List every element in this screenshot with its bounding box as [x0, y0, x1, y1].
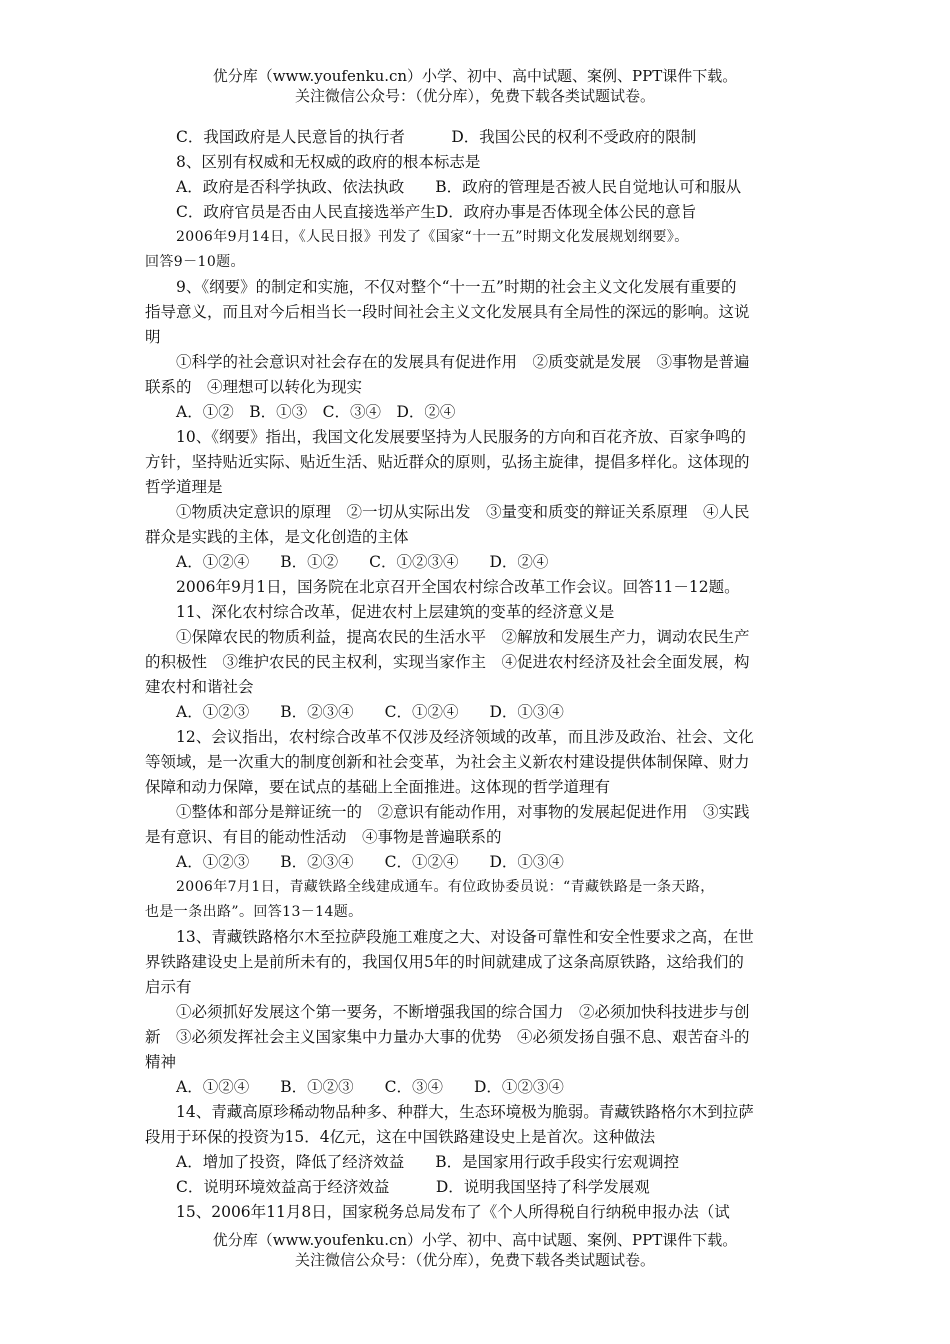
material-intro: 2006年7月1日，青藏铁路全线建成通车。有位政协委员说：“青藏铁路是一条天路， [176, 879, 715, 895]
text-line: 等领域，是一次重大的制度创新和社会变革，为社会主义新农村建设提供体制保障、财力 [145, 753, 750, 771]
text-line: 是有意识、有目的能动性活动 ④事物是普遍联系的 [145, 828, 502, 846]
text-line: 联系的 ④理想可以转化为现实 [145, 378, 363, 396]
material-intro: 2006年9月14日，《人民日报》刊发了《国家“十一五”时期文化发展规划纲要》。 [176, 229, 689, 245]
question-14: 14、青藏高原珍稀动物品种多、种群大，生态环境极为脆弱。青藏铁路格尔木到拉萨 [176, 1103, 754, 1121]
footer-line-2: 关注微信公众号：（优分库），免费下载各类试题试卷。 [294, 1251, 655, 1269]
text-line: A．增加了投资，降低了经济效益 B．是国家用行政手段实行宏观调控 [176, 1153, 680, 1171]
text-line: 精神 [145, 1053, 177, 1071]
page-footer [0, 1230, 950, 1270]
question-10: 10、《纲要》指出，我国文化发展要坚持为人民服务的方向和百花齐放、百家争鸣的 [176, 428, 746, 446]
question-15: 15、2006年11月8日，国家税务总局发布了《个人所得税自行纳税申报办法（试 [176, 1203, 730, 1221]
text-line: ①保障农民的物质利益，提高农民的生活水平 ②解放和发展生产力，调动农民生产 [176, 628, 750, 646]
text-line: 回答9－10题。 [145, 254, 245, 270]
text-line: 的积极性 ③维护农民的民主权利，实现当家作主 ④促进农村经济及社会全面发展，构 [145, 653, 750, 671]
question-12: 12、会议指出，农村综合改革不仅涉及经济领域的改革，而且涉及政治、社会、文化 [176, 728, 754, 746]
text-line: 哲学道理是 [145, 478, 223, 496]
text-line: ①必须抓好发展这个第一要务，不断增强我国的综合国力 ②必须加快科技进步与创 [176, 1003, 750, 1021]
text-line: C．政府官员是否由人民直接选举产生D．政府办事是否体现全体公民的意旨 [176, 203, 697, 221]
header-line-2: 关注微信公众号：（优分库），免费下载各类试题试卷。 [294, 87, 655, 105]
page-header [0, 66, 950, 106]
text-line: A．政府是否科学执政、依法执政 B．政府的管理是否被人民自觉地认可和服从 [176, 178, 742, 196]
answer-options: A．①②④ B．①②③ C．③④ D．①②③④ [176, 1078, 564, 1096]
text-line: 界铁路建设史上是前所未有的，我国仅用5年的时间就建成了这条高原铁路，这给我们的 [145, 953, 744, 971]
question-11: 11、深化农村综合改革，促进农村上层建筑的变革的经济意义是 [176, 603, 615, 621]
question-9: 9、《纲要》的制定和实施，不仅对整个“十一五”时期的社会主义文化发展有重要的 [176, 278, 737, 296]
answer-options: A．①②④ B．①② C．①②③④ D．②④ [176, 553, 549, 571]
text-line: 建农村和谐社会 [145, 678, 254, 696]
text-line: 指导意义，而且对今后相当长一段时间社会主义文化发展具有全局性的深远的影响。这说 [145, 303, 750, 321]
answer-options: A．①② B．①③ C．③④ D．②④ [176, 403, 456, 421]
text-line: 明 [145, 328, 161, 346]
header-line-1: 优分库（www.youfenku.cn）小学、初中、高中试题、案例、PPT课件下载。 [212, 67, 738, 85]
text-line: 方针，坚持贴近实际、贴近生活、贴近群众的原则，弘扬主旋律，提倡多样化。这体现的 [145, 453, 750, 471]
text-line: 启示有 [145, 978, 192, 996]
material-intro: 2006年9月1日，国务院在北京召开全国农村综合改革工作会议。回答11－12题。 [176, 578, 740, 596]
question-8: 8、区别有权威和无权威的政府的根本标志是 [176, 153, 481, 171]
text-line: ①物质决定意识的原理 ②一切从实际出发 ③量变和质变的辩证关系原理 ④人民 [176, 503, 750, 521]
answer-options: A．①②③ B．②③④ C．①②④ D．①③④ [176, 853, 564, 871]
question-13: 13、青藏铁路格尔木至拉萨段施工难度之大、对设备可靠性和安全性要求之高，在世 [176, 928, 754, 946]
text-line: C．说明环境效益高于经济效益 D．说明我国坚持了科学发展观 [176, 1178, 650, 1196]
text-line: 保障和动力保障，要在试点的基础上全面推进。这体现的哲学道理有 [145, 778, 611, 796]
text-line: ①科学的社会意识对社会存在的发展具有促进作用 ②质变就是发展 ③事物是普遍 [176, 353, 750, 371]
text-line: ①整体和部分是辩证统一的 ②意识有能动作用，对事物的发展起促进作用 ③实践 [176, 803, 750, 821]
answer-options: A．①②③ B．②③④ C．①②④ D．①③④ [176, 703, 564, 721]
text-line: 段用于环保的投资为15．4亿元，这在中国铁路建设史上是首次。这种做法 [145, 1128, 656, 1146]
text-line: 新 ③必须发挥社会主义国家集中力量办大事的优势 ④必须发扬自强不息、艰苦奋斗的 [145, 1028, 750, 1046]
text-line: C．我国政府是人民意旨的执行者 D．我国公民的权利不受政府的限制 [176, 128, 697, 146]
footer-line-1: 优分库（www.youfenku.cn）小学、初中、高中试题、案例、PPT课件下载。 [212, 1231, 738, 1249]
text-line: 也是一条出路”。回答13－14题。 [145, 904, 363, 920]
document-body [145, 125, 810, 1225]
text-line: 群众是实践的主体，是文化创造的主体 [145, 528, 409, 546]
